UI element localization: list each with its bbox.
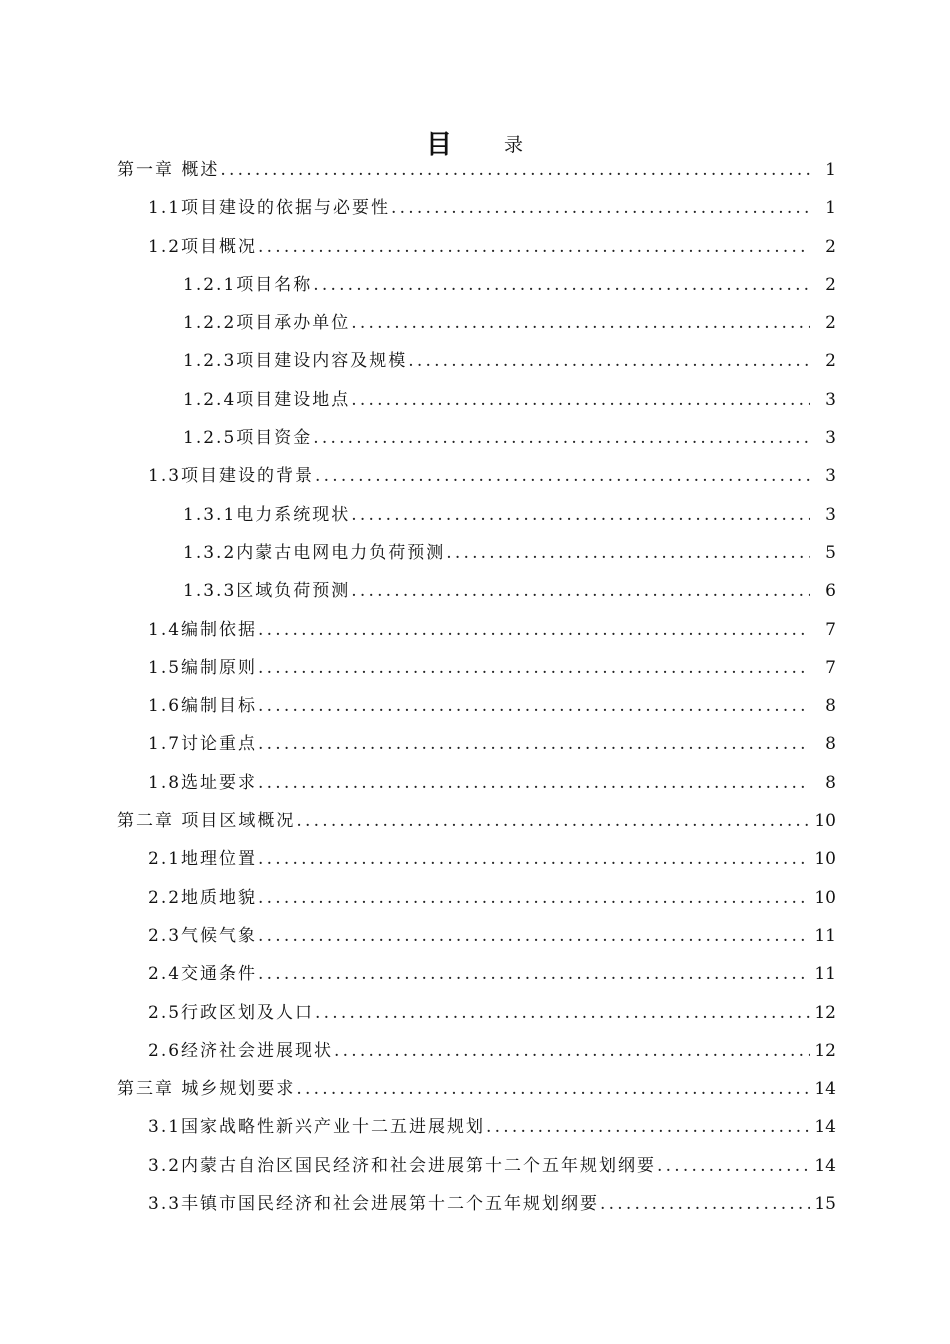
toc-page-number: 14	[814, 1117, 836, 1138]
toc-page-number: 12	[814, 1002, 836, 1023]
toc-page-number: 8	[825, 734, 836, 755]
toc-leader-dots	[408, 342, 810, 380]
toc-entry-label: 1.4编制依据	[148, 619, 258, 640]
toc-entry-label: 第三章 城乡规划要求	[117, 1079, 296, 1100]
toc-page-number: 11	[814, 925, 836, 946]
toc-entry[interactable]	[0, 955, 950, 993]
toc-entry[interactable]	[0, 304, 950, 342]
toc-entry-label: 1.2项目概况	[148, 236, 258, 257]
toc-leader-dots	[351, 381, 810, 419]
toc-entry[interactable]	[0, 1108, 950, 1146]
toc-leader-dots	[258, 917, 810, 955]
toc-leader-dots	[220, 151, 810, 189]
toc-entry[interactable]	[0, 725, 950, 763]
toc-entry-label: 1.3项目建设的背景	[148, 466, 315, 487]
toc-entry-label: 3.2内蒙古自治区国民经济和社会进展第十二个五年规划纲要	[148, 1155, 657, 1176]
toc-page-number: 15	[814, 1194, 836, 1215]
toc-page-number: 2	[825, 313, 836, 334]
toc-entry[interactable]	[0, 457, 950, 495]
toc-page-number: 8	[825, 772, 836, 793]
toc-entry[interactable]	[0, 840, 950, 878]
toc-entry-label: 1.6编制目标	[148, 696, 258, 717]
toc-page-number: 12	[814, 1040, 836, 1061]
toc-entry[interactable]	[0, 611, 950, 649]
toc-page-number: 7	[825, 657, 836, 678]
toc-entry[interactable]	[0, 496, 950, 534]
toc-page-number: 2	[825, 236, 836, 257]
toc-entry-label: 1.7讨论重点	[148, 734, 258, 755]
toc-leader-dots	[313, 266, 810, 304]
toc-entry-label: 1.3.3区域负荷预测	[183, 581, 351, 602]
toc-leader-dots	[258, 725, 810, 763]
toc-page-number: 7	[825, 619, 836, 640]
toc-title-main: 目	[426, 130, 453, 160]
toc-entry-label: 第二章 项目区域概况	[117, 811, 296, 832]
toc-page-number: 14	[814, 1079, 836, 1100]
toc-leader-dots	[258, 879, 810, 917]
toc-page-number: 3	[825, 428, 836, 449]
toc-entry[interactable]	[0, 1147, 950, 1185]
toc-entry[interactable]	[0, 994, 950, 1032]
toc-entry[interactable]	[0, 419, 950, 457]
toc-page-number: 3	[825, 389, 836, 410]
toc-entry-label: 3.3丰镇市国民经济和社会进展第十二个五年规划纲要	[148, 1194, 600, 1215]
toc-entry-label: 3.1国家战略性新兴产业十二五进展规划	[148, 1117, 486, 1138]
toc-page-number: 10	[814, 887, 836, 908]
toc-entry-label: 1.2.1项目名称	[183, 274, 313, 295]
toc-page-number: 14	[814, 1155, 836, 1176]
toc-entry[interactable]	[0, 1032, 950, 1070]
toc-page-number: 3	[825, 504, 836, 525]
toc-entry-label: 2.5行政区划及人口	[148, 1002, 315, 1023]
toc-entry-label: 1.3.2内蒙古电网电力负荷预测	[183, 542, 446, 563]
toc-leader-dots	[258, 649, 810, 687]
table-of-contents	[0, 151, 950, 1223]
toc-entry-label: 1.2.4项目建设地点	[183, 389, 351, 410]
toc-page-number: 8	[825, 696, 836, 717]
toc-entry[interactable]	[0, 151, 950, 189]
toc-entry-label: 1.2.3项目建设内容及规模	[183, 351, 408, 372]
toc-entry[interactable]	[0, 1070, 950, 1108]
toc-entry-label: 1.1项目建设的依据与必要性	[148, 198, 391, 219]
toc-entry-label: 1.3.1电力系统现状	[183, 504, 351, 525]
toc-entry[interactable]	[0, 266, 950, 304]
toc-leader-dots	[315, 457, 810, 495]
toc-leader-dots	[351, 496, 810, 534]
toc-entry[interactable]	[0, 189, 950, 227]
toc-leader-dots	[315, 994, 810, 1032]
toc-page-number: 5	[825, 542, 836, 563]
toc-entry-label: 1.2.2项目承办单位	[183, 313, 351, 334]
toc-leader-dots	[657, 1147, 810, 1185]
toc-leader-dots	[600, 1185, 810, 1223]
toc-entry[interactable]	[0, 1185, 950, 1223]
toc-entry[interactable]	[0, 917, 950, 955]
toc-page-number: 11	[814, 964, 836, 985]
toc-leader-dots	[258, 764, 810, 802]
toc-leader-dots	[334, 1032, 810, 1070]
toc-entry-label: 1.2.5项目资金	[183, 428, 313, 449]
toc-entry[interactable]	[0, 879, 950, 917]
toc-entry[interactable]	[0, 228, 950, 266]
toc-page-number: 10	[814, 811, 836, 832]
toc-entry[interactable]	[0, 342, 950, 380]
toc-entry-label: 2.3气候气象	[148, 925, 258, 946]
toc-page-number: 2	[825, 351, 836, 372]
toc-title-sub: 录	[504, 134, 524, 156]
toc-leader-dots	[313, 419, 810, 457]
toc-leader-dots	[391, 189, 810, 227]
toc-page-number: 10	[814, 849, 836, 870]
toc-leader-dots	[351, 572, 810, 610]
toc-entry[interactable]	[0, 649, 950, 687]
toc-leader-dots	[296, 1070, 810, 1108]
toc-leader-dots	[446, 534, 810, 572]
toc-entry-label: 第一章 概述	[117, 160, 220, 180]
toc-entry-label: 2.6经济社会进展现状	[148, 1040, 334, 1061]
toc-entry[interactable]	[0, 534, 950, 572]
toc-leader-dots	[258, 611, 810, 649]
toc-entry-label: 2.1地理位置	[148, 849, 258, 870]
toc-entry[interactable]	[0, 572, 950, 610]
toc-leader-dots	[351, 304, 810, 342]
toc-leader-dots	[258, 687, 810, 725]
toc-page-number: 2	[825, 274, 836, 295]
toc-entry[interactable]	[0, 802, 950, 840]
toc-leader-dots	[258, 955, 810, 993]
toc-leader-dots	[296, 802, 810, 840]
toc-page-number: 1	[825, 160, 836, 180]
toc-entry[interactable]	[0, 687, 950, 725]
toc-leader-dots	[258, 228, 810, 266]
toc-entry[interactable]	[0, 764, 950, 802]
toc-leader-dots	[486, 1108, 810, 1146]
toc-entry-label: 2.2地质地貌	[148, 887, 258, 908]
toc-entry-label: 2.4交通条件	[148, 964, 258, 985]
toc-page-number: 6	[825, 581, 836, 602]
toc-entry-label: 1.8选址要求	[148, 772, 258, 793]
toc-entry-label: 1.5编制原则	[148, 657, 258, 678]
toc-entry[interactable]	[0, 381, 950, 419]
toc-leader-dots	[258, 840, 810, 878]
toc-page-number: 3	[825, 466, 836, 487]
toc-page-number: 1	[825, 198, 836, 219]
